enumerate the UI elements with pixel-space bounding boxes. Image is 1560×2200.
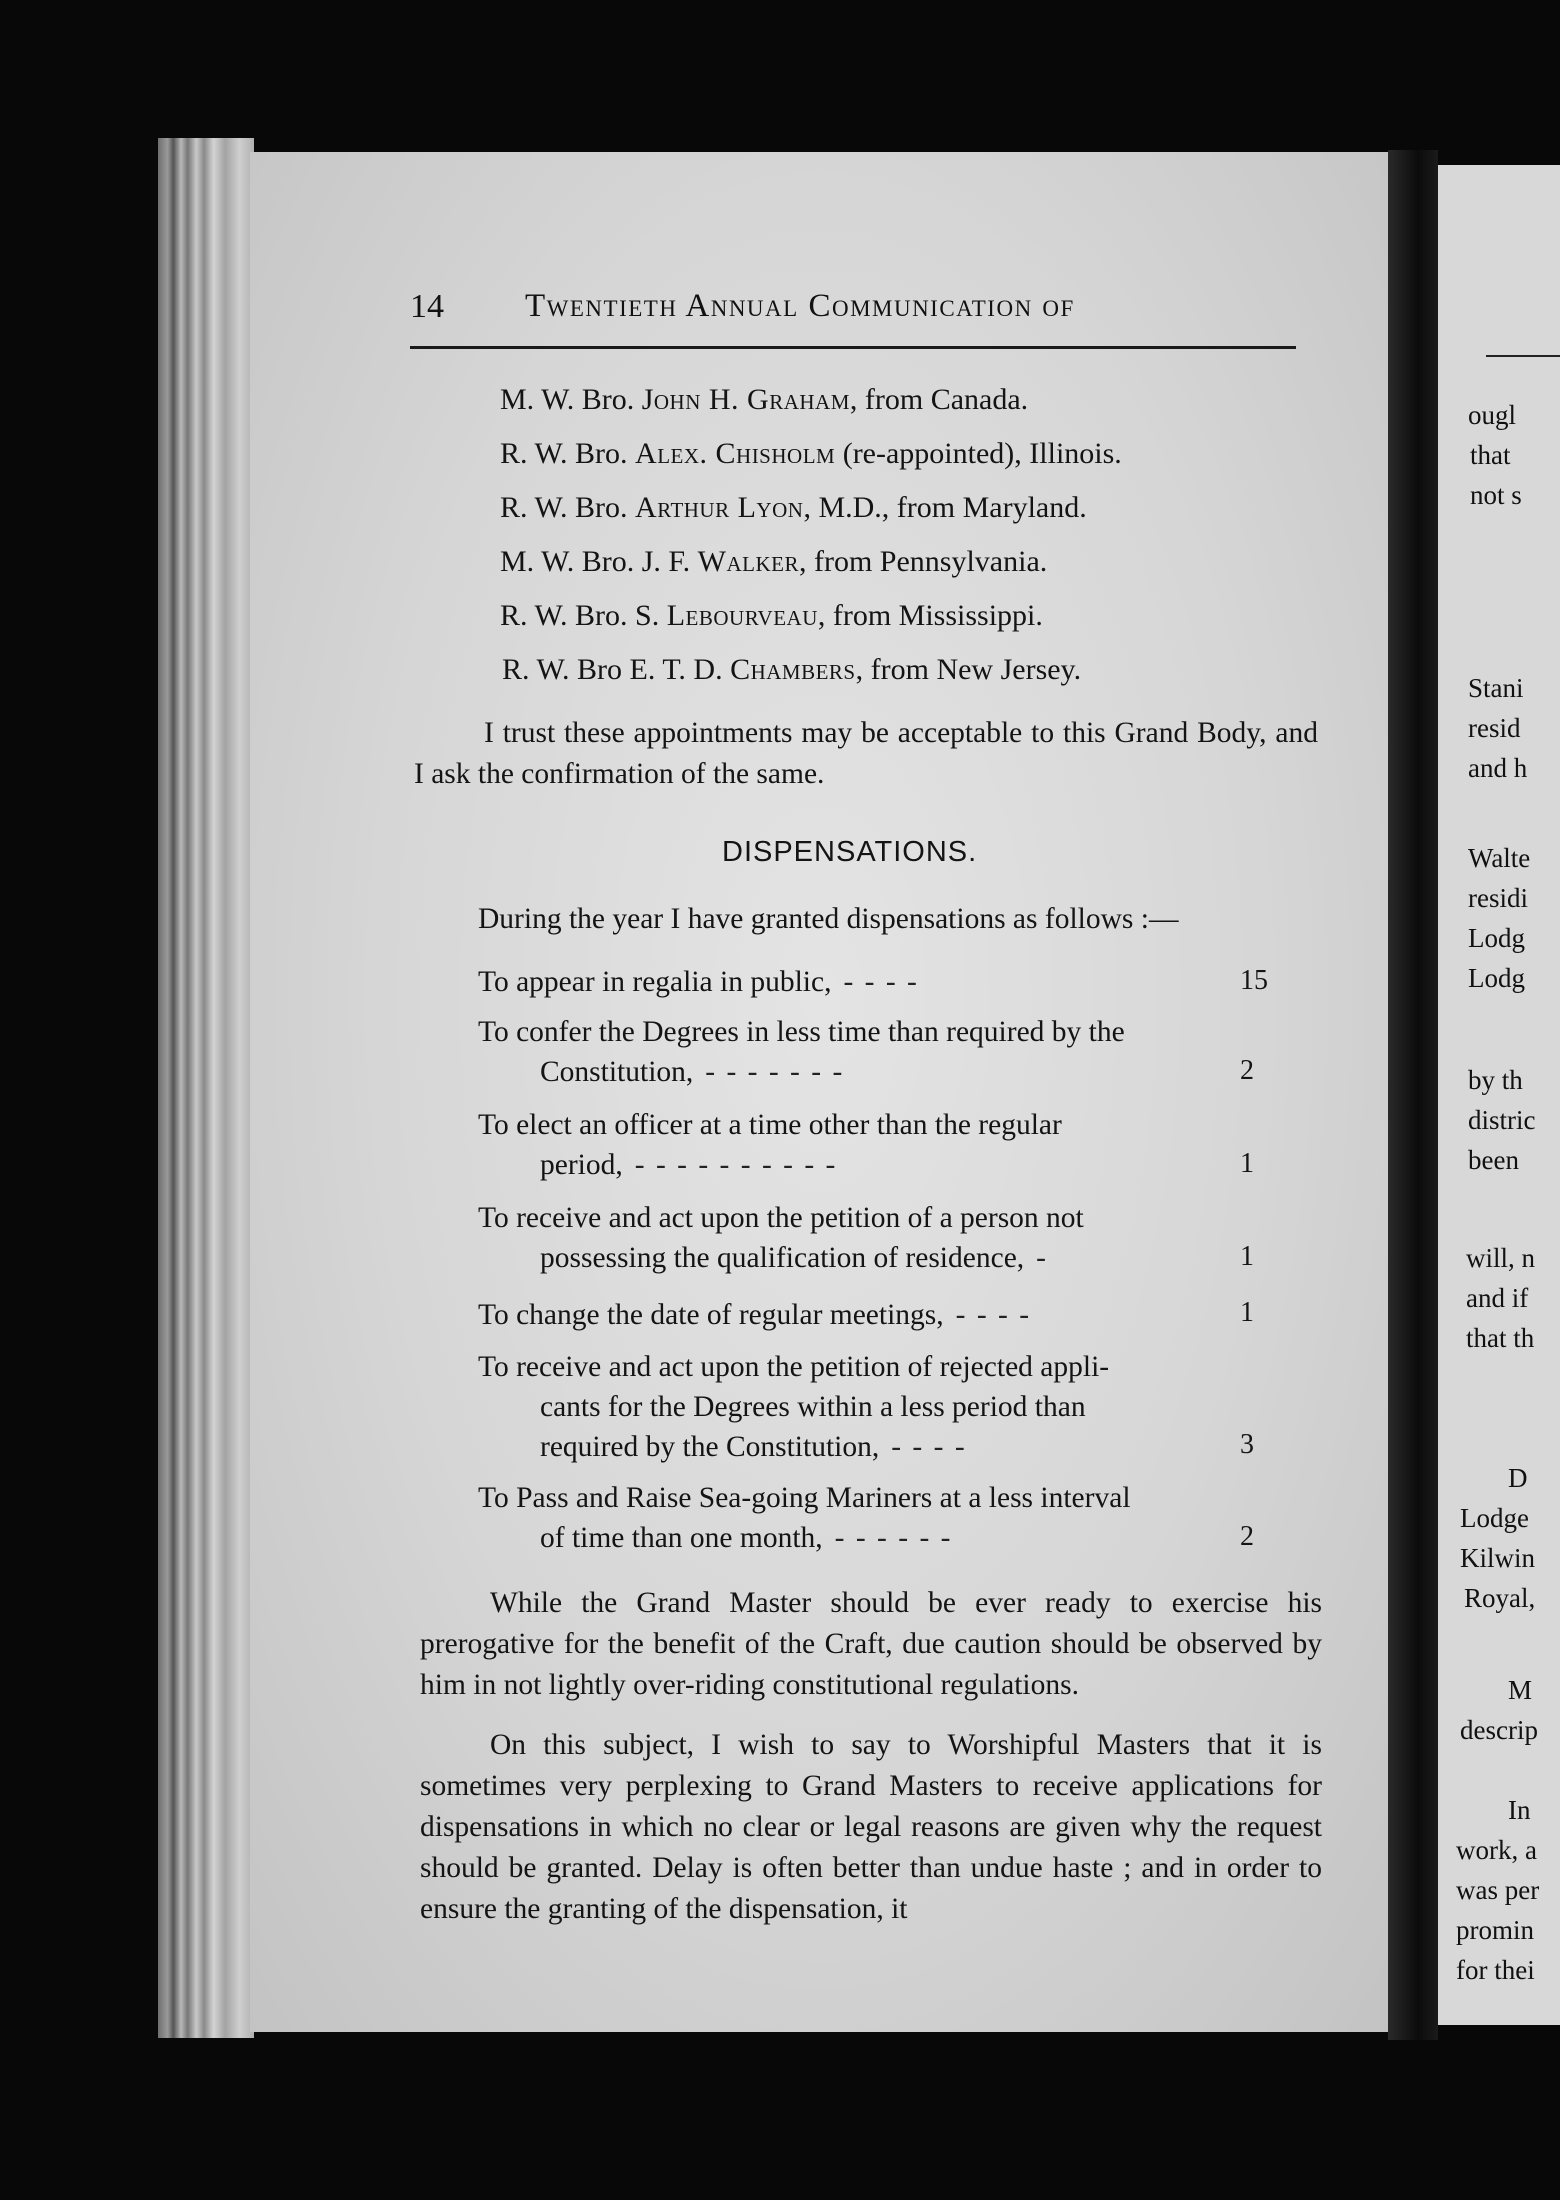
facing-page-text: resid xyxy=(1468,713,1521,743)
facing-page-text: M xyxy=(1508,1675,1533,1705)
facing-page-fragment xyxy=(1438,165,1560,2025)
section-heading: DISPENSATIONS. xyxy=(722,836,978,868)
appointee-name: Lebourveau xyxy=(666,599,818,632)
appointee-name: John H. Graham xyxy=(641,383,850,416)
paragraph-subject: On this subject, I wish to say to Worshipful Masters that it is sometimes very perplexing to Grand Masters to receive applications for dispensations in which no clear or legal reasons are given why the request should be granted. Delay is often better than undue haste ; and in order to ensure the granting of the dispensation, it xyxy=(420,1729,1322,1925)
dispensation-item: To receive and act upon the petition of a person not possessing the qualification of residence, - xyxy=(478,1202,1084,1274)
facing-page-text: Royal, xyxy=(1464,1583,1536,1613)
facing-page-text: not s xyxy=(1470,480,1522,510)
facing-page-text: that th xyxy=(1466,1323,1535,1353)
facing-page-text: Lodg xyxy=(1468,963,1525,993)
dispensation-count: 1 xyxy=(1240,1148,1254,1179)
facing-page-text: been xyxy=(1468,1145,1519,1175)
appointment-line: R. W. Bro E. T. D. Chambers, from New Jersey. xyxy=(502,653,1082,686)
dispensations-intro: During the year I have granted dispensations as follows :— xyxy=(478,903,1179,935)
paragraph-grand-master: While the Grand Master should be ever ready to exercise his prerogative for the benefit of the Craft, due caution should be observed by him in not lightly over-riding constitutional regulations. xyxy=(420,1587,1322,1701)
appointee-name: Alex. Chisholm xyxy=(635,437,836,470)
appointment-line: R. W. Bro. S. Lebourveau, from Mississippi. xyxy=(500,599,1043,632)
facing-page-text: promin xyxy=(1456,1915,1534,1945)
facing-page-text: descrip xyxy=(1460,1715,1538,1745)
facing-page-text: by th xyxy=(1468,1065,1523,1095)
facing-page-text: work, a xyxy=(1456,1835,1537,1865)
facing-page-text: Lodge xyxy=(1460,1503,1529,1533)
facing-page-text: Lodg xyxy=(1468,923,1525,953)
book-page-edges xyxy=(158,138,254,2038)
facing-page-text: In xyxy=(1508,1795,1531,1825)
paragraph-trust: I trust these appointments may be acceptable to this Grand Body, and I ask the confirmation of the same. xyxy=(414,717,1318,790)
facing-page-text: D xyxy=(1508,1463,1528,1493)
facing-page-text: distric xyxy=(1468,1105,1536,1135)
dispensation-count: 1 xyxy=(1240,1241,1254,1272)
running-head: Twentieth Annual Communication of xyxy=(525,288,1075,324)
page-number: 14 xyxy=(410,288,444,325)
page-gutter xyxy=(1388,150,1438,2040)
dispensation-count: 2 xyxy=(1240,1521,1254,1552)
facing-page-text: was per xyxy=(1456,1875,1540,1905)
dispensation-item: To confer the Degrees in less time than required by the Constitution, - - - - - - - xyxy=(478,1016,1125,1088)
facing-page-text: and h xyxy=(1468,753,1528,783)
dispensation-item: To receive and act upon the petition of rejected appli- cants for the Degrees within a less period than required by the Constitution, - - - - xyxy=(478,1351,1110,1463)
dispensation-item: To appear in regalia in public, - - - - xyxy=(478,966,919,998)
facing-page-text: for thei xyxy=(1456,1955,1535,1985)
header-rule xyxy=(410,346,1296,349)
facing-page-rule xyxy=(1486,355,1560,357)
appointment-line: R. W. Bro. Arthur Lyon, M.D., from Maryland. xyxy=(500,491,1087,524)
appointment-line: M. W. Bro. John H. Graham, from Canada. xyxy=(500,383,1029,416)
facing-page-text: Walte xyxy=(1468,843,1531,873)
dispensation-count: 15 xyxy=(1240,965,1268,996)
facing-page-text: residi xyxy=(1468,883,1528,913)
facing-page-text: and if xyxy=(1466,1283,1529,1313)
appointee-name: Walker xyxy=(697,545,799,578)
appointment-line: R. W. Bro. Alex. Chisholm (re-appointed), Illinois. xyxy=(500,437,1122,470)
dispensation-item: To elect an officer at a time other than the regular period, - - - - - - - - - - xyxy=(478,1109,1062,1181)
dispensation-count: 3 xyxy=(1240,1429,1254,1460)
facing-page-text: Kilwin xyxy=(1460,1543,1536,1573)
appointee-name: Arthur Lyon xyxy=(635,491,804,524)
facing-page-text: that xyxy=(1470,440,1511,470)
dispensation-item: To change the date of regular meetings, - - - - xyxy=(478,1299,1032,1331)
page-header xyxy=(410,288,1300,338)
appointee-name: Chambers xyxy=(730,653,856,686)
facing-page-text: ougl xyxy=(1468,400,1517,430)
dispensation-item: To Pass and Raise Sea-going Mariners at a less interval of time than one month, - - - - - - xyxy=(478,1482,1131,1554)
dispensation-count: 1 xyxy=(1240,1297,1254,1328)
facing-page-text: Stani xyxy=(1468,673,1524,703)
appointment-line: M. W. Bro. J. F. Walker, from Pennsylvania. xyxy=(500,545,1048,578)
dispensation-count: 2 xyxy=(1240,1055,1254,1086)
facing-page-text: will, n xyxy=(1466,1243,1536,1273)
